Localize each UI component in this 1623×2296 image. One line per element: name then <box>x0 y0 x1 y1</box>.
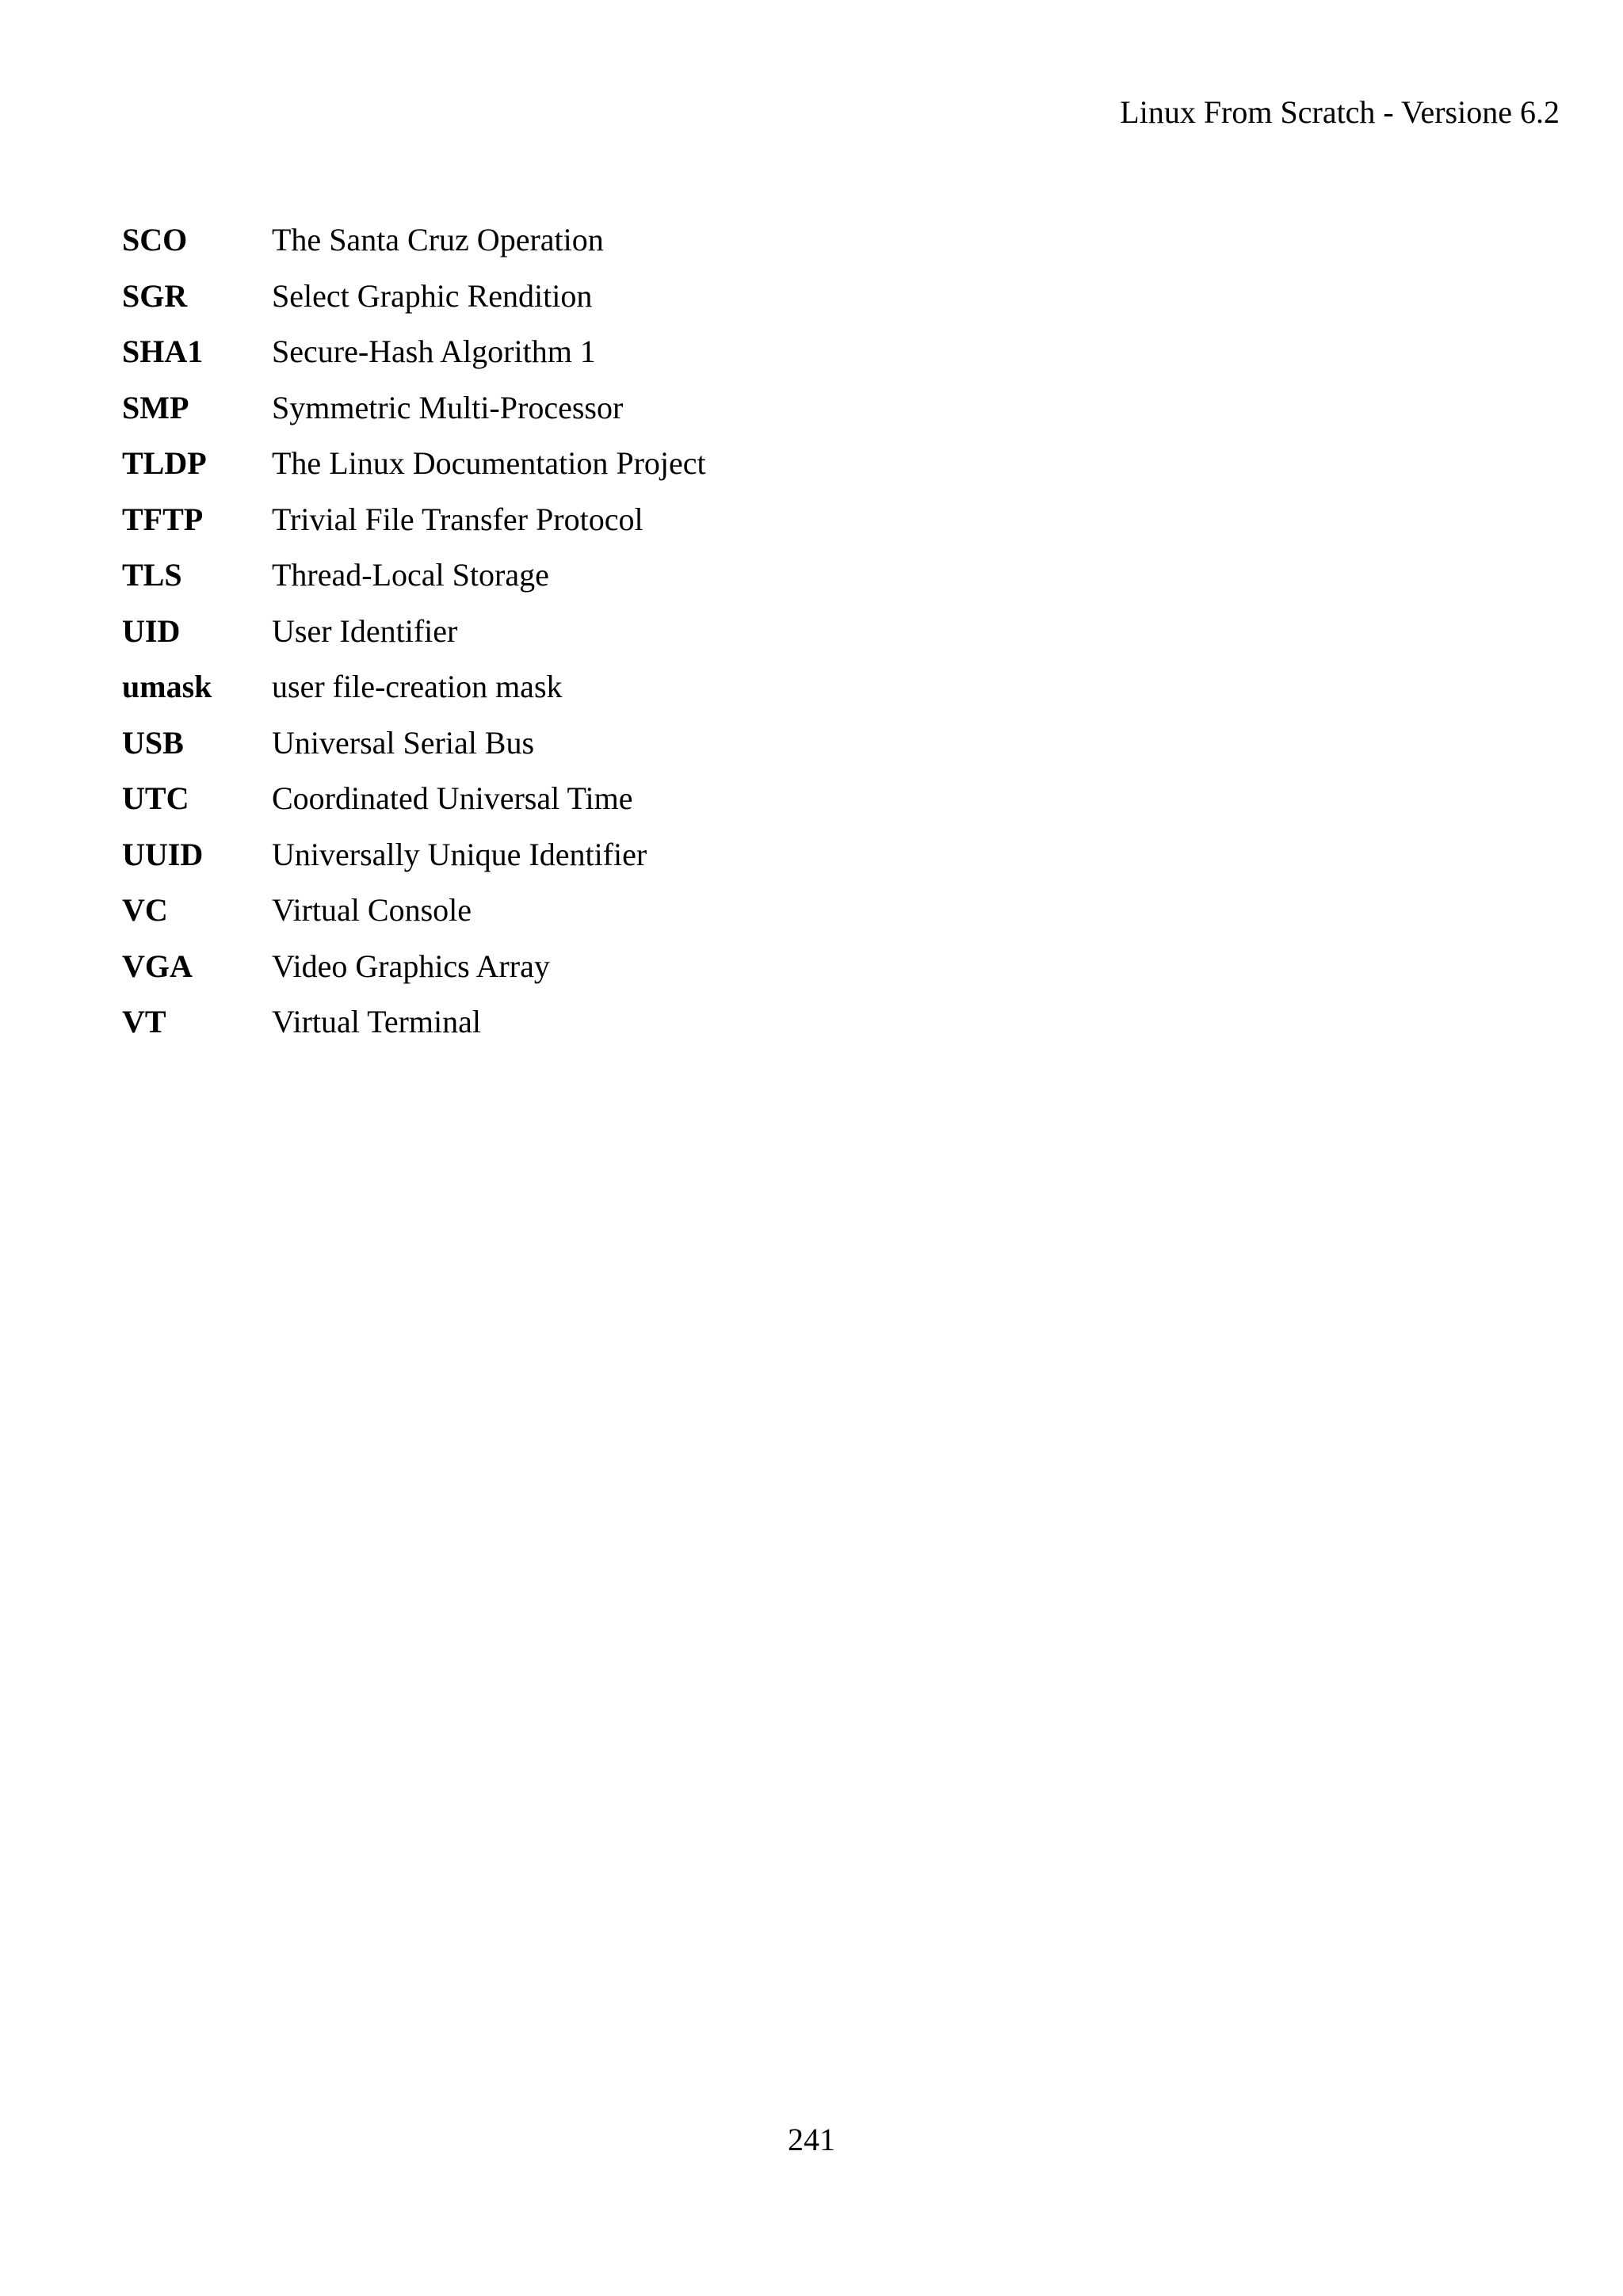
glossary-entry <box>122 771 706 827</box>
glossary-definition: Virtual Console <box>272 892 472 929</box>
glossary-definition: Select Graphic Rendition <box>272 277 593 314</box>
glossary-definition: Virtual Terminal <box>272 1004 481 1040</box>
glossary-term: UUID <box>122 836 204 872</box>
glossary-entry <box>122 659 706 715</box>
running-header: Linux From Scratch - Versione 6.2 <box>1120 94 1560 130</box>
glossary-term: SGR <box>122 277 188 314</box>
glossary-term: USB <box>122 724 184 761</box>
glossary-entry <box>122 436 706 492</box>
glossary-entry <box>122 380 706 437</box>
glossary-entry <box>122 324 706 380</box>
glossary-entry <box>122 547 706 604</box>
glossary-definition: The Santa Cruz Operation <box>272 222 604 258</box>
glossary-term: VT <box>122 1004 166 1040</box>
page-number: 241 <box>788 2122 835 2157</box>
glossary-entry <box>122 492 706 548</box>
glossary-entry <box>122 212 706 269</box>
glossary-entry <box>122 604 706 660</box>
glossary-term: SCO <box>122 222 188 258</box>
glossary-term: VC <box>122 892 168 929</box>
glossary-term: umask <box>122 669 212 705</box>
glossary-entry <box>122 939 706 995</box>
glossary-definition: The Linux Documentation Project <box>272 445 706 482</box>
glossary-entry <box>122 883 706 939</box>
glossary-definition: Universally Unique Identifier <box>272 836 647 872</box>
glossary-term: TFTP <box>122 501 204 537</box>
glossary-term: VGA <box>122 948 193 984</box>
glossary-entry <box>122 269 706 325</box>
glossary-definition: Video Graphics Array <box>272 948 550 984</box>
glossary-list <box>122 212 706 1051</box>
glossary-definition: Universal Serial Bus <box>272 724 535 761</box>
glossary-term: TLS <box>122 557 182 593</box>
glossary-definition: Symmetric Multi-Processor <box>272 389 624 425</box>
glossary-definition: Trivial File Transfer Protocol <box>272 501 643 537</box>
glossary-term: SHA1 <box>122 334 204 370</box>
glossary-entry <box>122 827 706 883</box>
glossary-definition: User Identifier <box>272 612 458 649</box>
glossary-entry <box>122 994 706 1051</box>
glossary-definition: user file-creation mask <box>272 669 563 705</box>
glossary-definition: Secure-Hash Algorithm 1 <box>272 334 596 370</box>
glossary-term: TLDP <box>122 445 207 482</box>
glossary-term: UTC <box>122 780 189 817</box>
glossary-term: UID <box>122 612 181 649</box>
glossary-definition: Thread-Local Storage <box>272 557 549 593</box>
glossary-entry <box>122 715 706 772</box>
glossary-term: SMP <box>122 389 189 425</box>
glossary-definition: Coordinated Universal Time <box>272 780 633 817</box>
